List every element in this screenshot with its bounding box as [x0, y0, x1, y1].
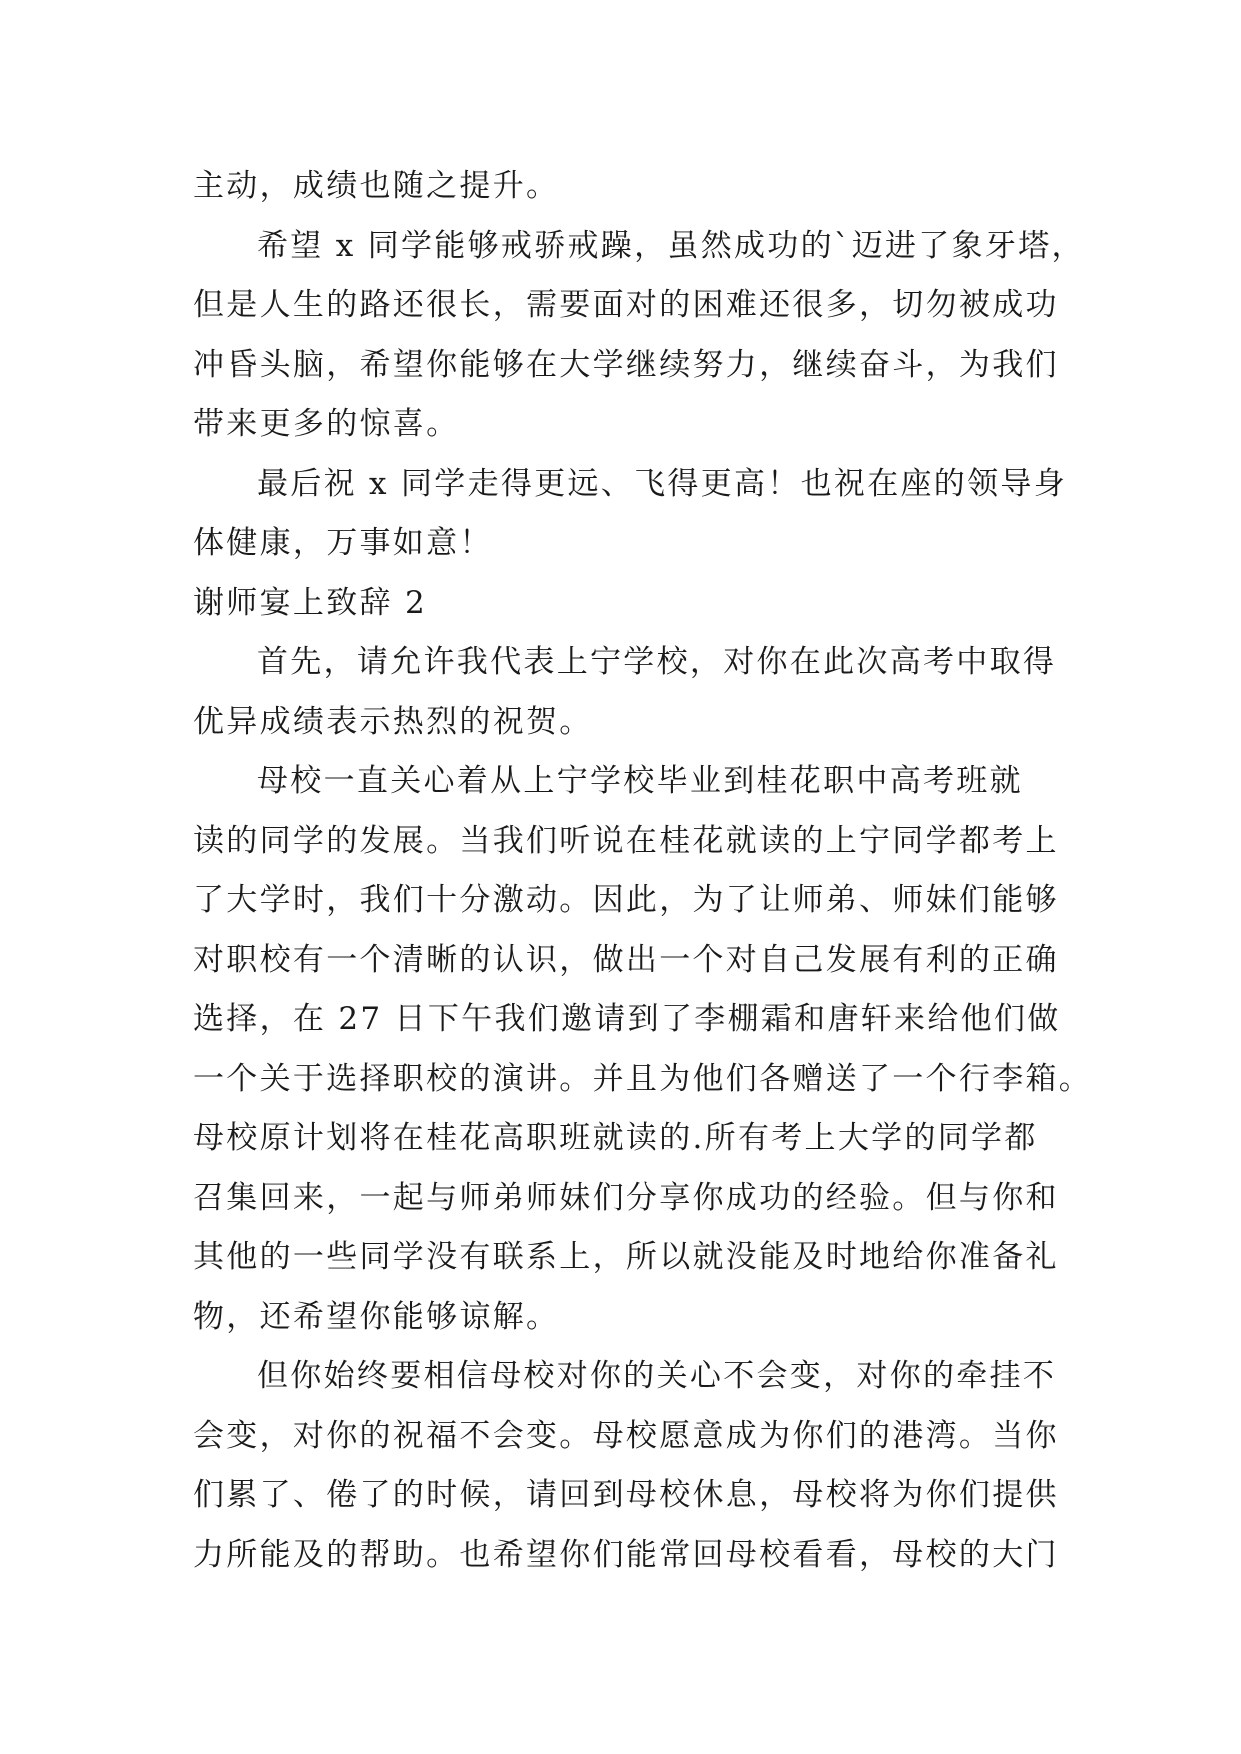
text-line: 希望 x 同学能够戒骄戒躁，虽然成功的`迈进了象牙塔，: [257, 227, 1085, 264]
section-heading: 谢师宴上致辞 2: [193, 584, 427, 621]
body-text: [193, 157, 1093, 1585]
text-line: 其他的一些同学没有联系上，所以就没能及时地给你准备礼: [193, 1239, 1059, 1275]
text-line: 但是人生的路还很长，需要面对的困难还很多，切勿被成功: [193, 287, 1059, 323]
text-line: 体健康，万事如意！: [193, 525, 493, 561]
text-line: 首先，请允许我代表上宁学校，对你在此次高考中取得: [257, 644, 1057, 680]
text-line: 但你始终要相信母校对你的关心不会变，对你的牵挂不: [257, 1358, 1057, 1394]
text-line: 读的同学的发展。当我们听说在桂花就读的上宁同学都考上: [193, 822, 1059, 859]
text-line: 物，还希望你能够谅解。: [193, 1298, 560, 1335]
text-line: 一个关于选择职校的演讲。并且为他们各赠送了一个行李箱。: [193, 1060, 1093, 1097]
text-line: 们累了、倦了的时候，请回到母校休息，母校将为你们提供: [193, 1477, 1059, 1513]
text-line: 优异成绩表示热烈的祝贺。: [193, 703, 593, 740]
text-line: 会变，对你的祝福不会变。母校愿意成为你们的港湾。当你: [193, 1417, 1059, 1454]
text-line: 冲昏头脑，希望你能够在大学继续努力，继续奋斗，为我们: [193, 346, 1059, 383]
text-line: 了大学时，我们十分激动。因此，为了让师弟、师妹们能够: [193, 882, 1059, 918]
text-line: 主动，成绩也随之提升。: [193, 168, 560, 204]
text-line: 母校原计划将在桂花高职班就读的.所有考上大学的同学都: [193, 1120, 1038, 1156]
text-line: 对职校有一个清晰的认识，做出一个对自己发展有利的正确: [193, 941, 1059, 978]
text-line: 母校一直关心着从上宁学校毕业到桂花职中高考班就: [257, 763, 1023, 799]
text-line: 最后祝 x 同学走得更远、飞得更高！也祝在座的领导身: [257, 465, 1067, 502]
text-line: 召集回来，一起与师弟师妹们分享你成功的经验。但与你和: [193, 1179, 1059, 1216]
text-line: 力所能及的帮助。也希望你们能常回母校看看，母校的大门: [193, 1536, 1059, 1573]
text-line: 带来更多的惊喜。: [193, 406, 460, 442]
text-line: 选择，在 27 日下午我们邀请到了李棚霜和唐轩来给他们做: [193, 1001, 1061, 1037]
